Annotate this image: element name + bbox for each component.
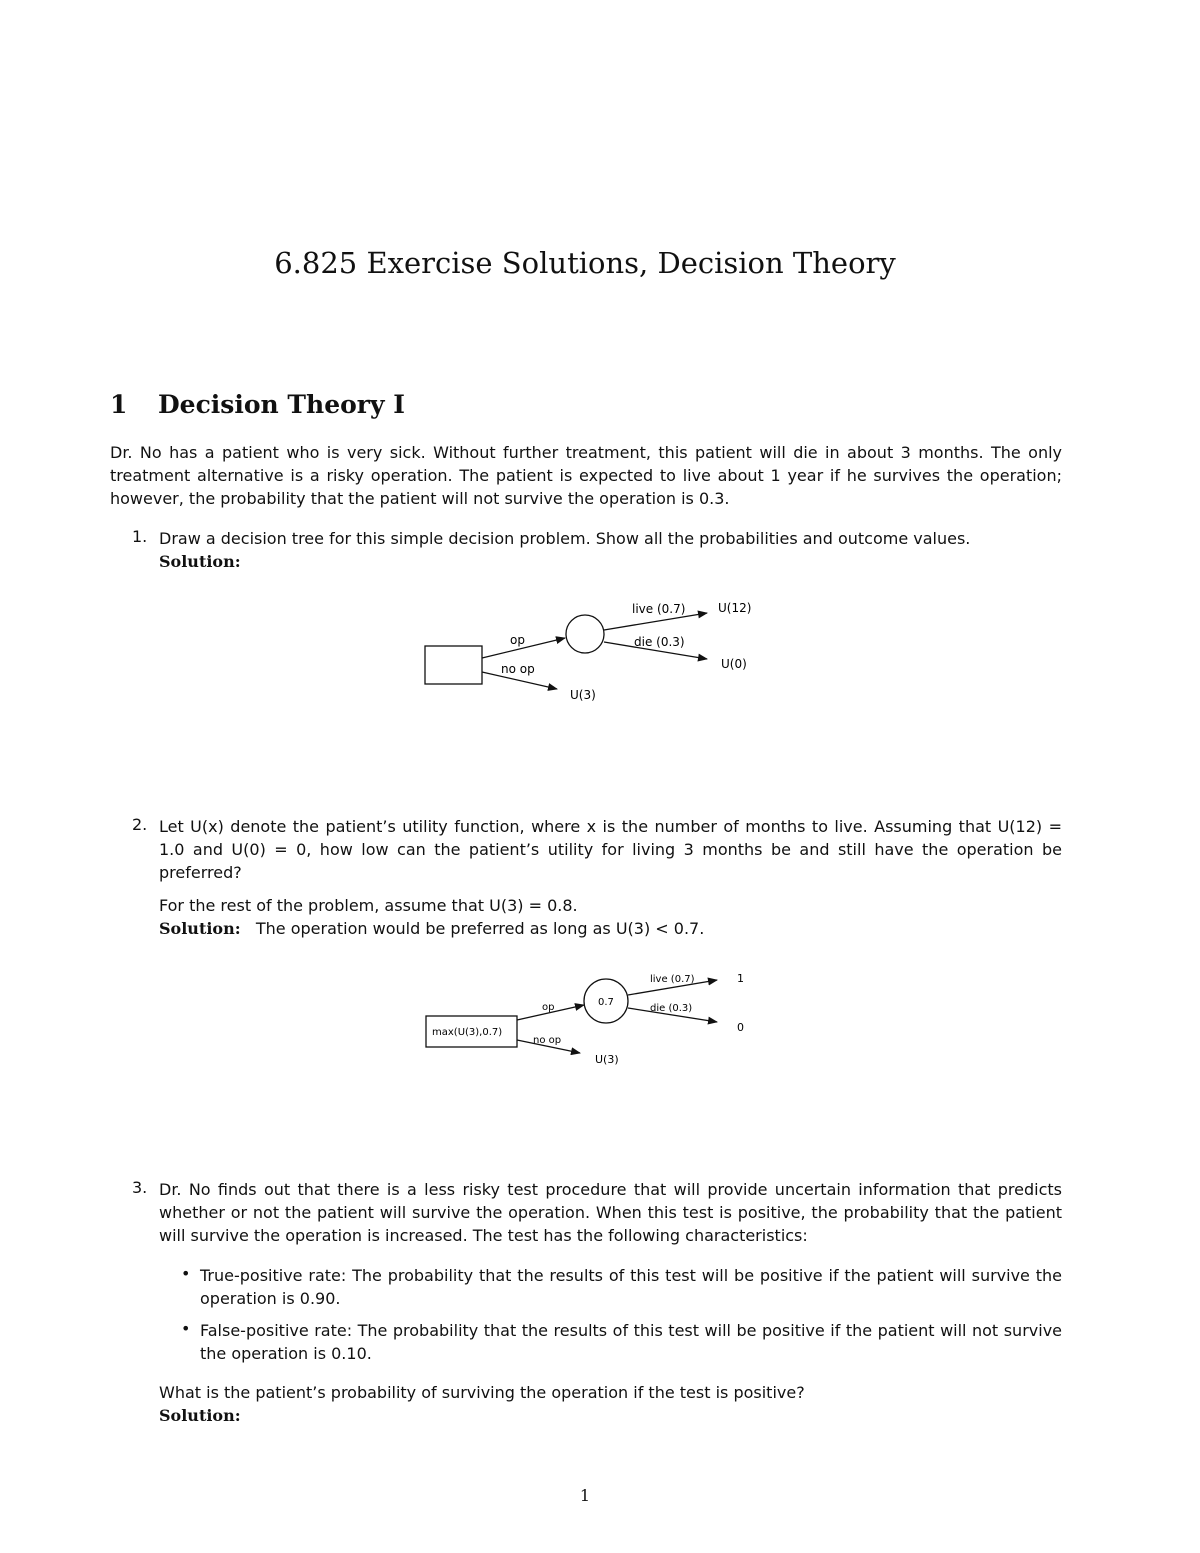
- section-title: Decision Theory I: [158, 390, 405, 419]
- q3-solution-label: Solution:: [159, 1406, 241, 1425]
- q3-bullet-1: True-positive rate: The probability that the results of this test will be positive if the patient will survive the operation is 0.90.: [200, 1266, 1062, 1308]
- q3-question: What is the patient’s probability of surviving the operation if the test is positive?: [159, 1383, 805, 1402]
- q3-question-block: [159, 1381, 1062, 1427]
- label-live: live (0.7): [632, 602, 686, 616]
- outcome2-one: 1: [737, 972, 744, 985]
- q2-number: 2.: [132, 815, 148, 834]
- q3-text: Dr. No finds out that there is a less risky test procedure that will provide uncertain information that predicts whether or not the patient will survive the operation. When this test is positive, the probability that the patient will survive the operation is increased. The test has the following characteristics:: [159, 1180, 1062, 1245]
- label2-live: live (0.7): [650, 974, 695, 985]
- bullet-marker-1: •: [181, 1264, 191, 1283]
- q1-solution-label: Solution:: [159, 552, 241, 571]
- q2-text: Let U(x) denote the patient’s utility function, where x is the number of months to live. Assuming that U(12) = 1.0 and U(0) = 0, how low can the patient’s utility for living 3 months be and still have the operation be preferred?: [159, 817, 1062, 882]
- q3-number: 3.: [132, 1178, 148, 1197]
- q2-solution-label: Solution:: [159, 919, 241, 938]
- label2-die: die (0.3): [650, 1003, 693, 1014]
- page-number: 1: [579, 1486, 591, 1505]
- box2-label: max(U(3),0.7): [432, 1027, 503, 1038]
- outcome2-u3: U(3): [595, 1053, 619, 1066]
- circle2-label: 0.7: [598, 997, 614, 1008]
- label-op: op: [510, 633, 525, 647]
- label-die: die (0.3): [634, 635, 685, 649]
- q3-bullet-2: False-positive rate: The probability that the results of this test will be positive if the patient will not survive the operation is 0.10.: [200, 1321, 1062, 1363]
- q2-assumption: For the rest of the problem, assume that U(3) = 0.8.: [159, 896, 578, 915]
- outcome-u12: U(12): [718, 601, 752, 615]
- q1-text: Draw a decision tree for this simple decision problem. Show all the probabilities and outcome values.: [159, 529, 971, 548]
- outcome-u3: U(3): [570, 688, 596, 702]
- outcome2-zero: 0: [737, 1021, 744, 1034]
- bullet-marker-2: •: [181, 1319, 191, 1338]
- q2-solution-text: The operation would be preferred as long as U(3) < 0.7.: [255, 919, 705, 938]
- label2-op: op: [542, 1002, 555, 1013]
- outcome-u0: U(0): [721, 657, 747, 671]
- label2-no-op: no op: [533, 1035, 562, 1046]
- intro-paragraph: Dr. No has a patient who is very sick. Without further treatment, this patient will die in about 3 months. The only treatment alternative is a risky operation. The patient is expected to live about 1 year if he survives the operation; however, the probability that the patient will not survive the operation is 0.3.: [110, 443, 1062, 508]
- q1-number: 1.: [132, 527, 148, 546]
- section-number: 1: [110, 390, 128, 419]
- document-title: 6.825 Exercise Solutions, Decision Theory: [274, 246, 896, 280]
- label-no-op: no op: [501, 662, 535, 676]
